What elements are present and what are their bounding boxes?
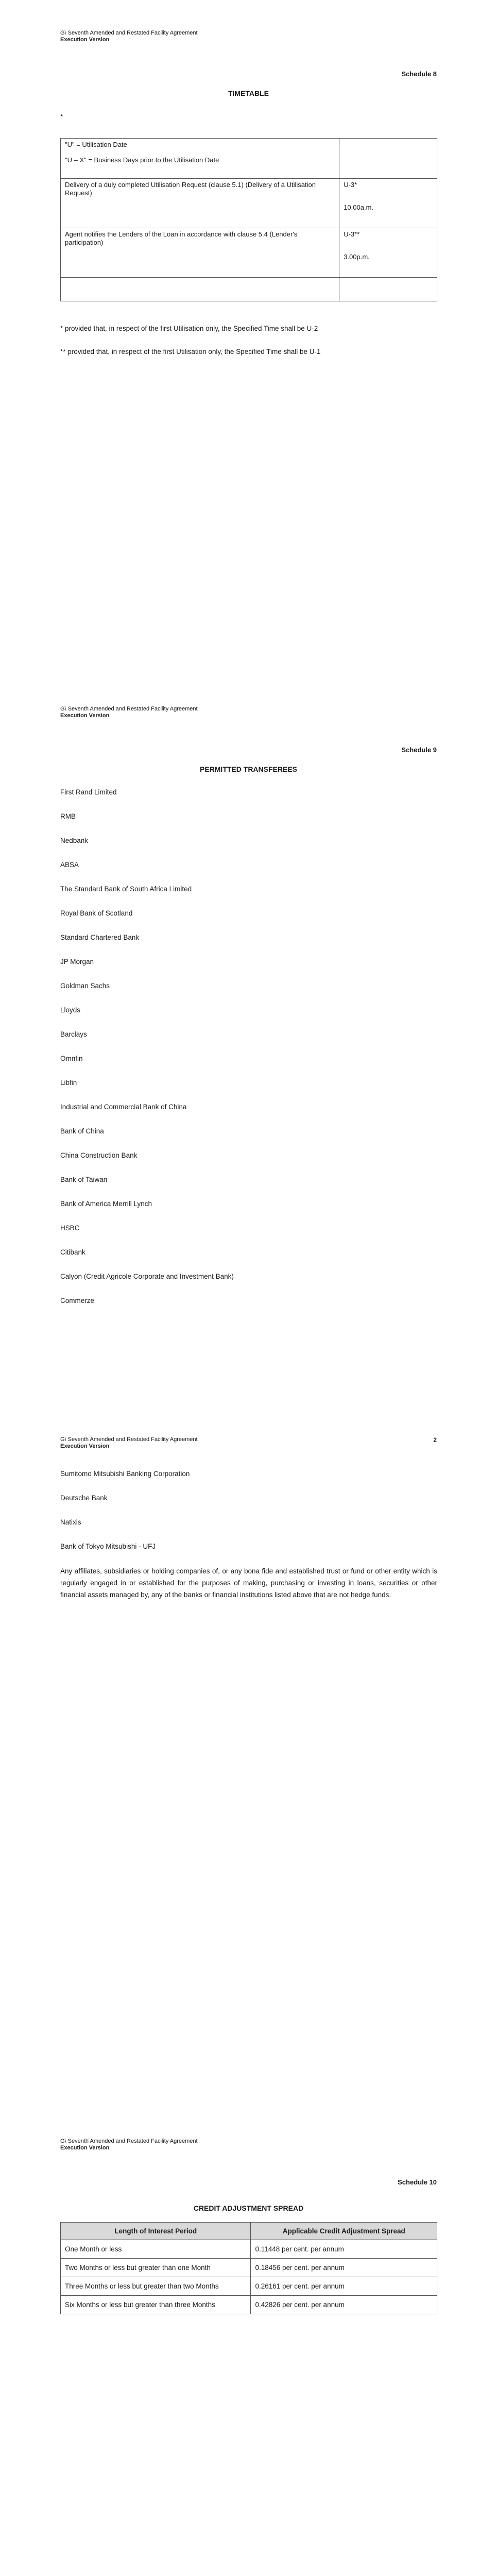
list-item: Royal Bank of Scotland (60, 909, 133, 917)
asterisk-marker: * (60, 112, 63, 121)
header-title: G\ Seventh Amended and Restated Facility Agreement (60, 1436, 198, 1443)
table-row (61, 228, 437, 278)
period-cell: Six Months or less but greater than three Months (61, 2296, 251, 2314)
footnote-1: * provided that, in respect of the first Utilisation only, the Specified Time shall be U-2 (60, 325, 318, 332)
header-version: Execution Version (60, 2145, 110, 2151)
list-item: ABSA (60, 861, 79, 869)
table-row (61, 2277, 437, 2296)
cell-text: U-3** (344, 230, 360, 238)
list-item: Industrial and Commercial Bank of China (60, 1103, 187, 1111)
list-item: Barclays (60, 1030, 87, 1038)
column-header: Applicable Credit Adjustment Spread (251, 2223, 437, 2240)
list-item: Goldman Sachs (60, 982, 110, 990)
schedule-label: Schedule 9 (401, 746, 437, 754)
spread-cell: 0.42826 per cent. per annum (251, 2296, 437, 2314)
table-row (61, 179, 437, 228)
list-item: Natixis (60, 1518, 81, 1526)
table-row (61, 2259, 437, 2277)
page-number: 2 (433, 1436, 437, 1444)
footnote-2: ** provided that, in respect of the first Utilisation only, the Specified Time shall be U-1 (60, 348, 321, 355)
header-title: G\ Seventh Amended and Restated Facility Agreement (60, 2138, 198, 2144)
table-header-row (61, 2223, 437, 2240)
header-title: G\ Seventh Amended and Restated Facility Agreement (60, 30, 198, 36)
list-item: Sumitomo Mitsubishi Banking Corporation (60, 1470, 190, 1478)
list-item: Calyon (Credit Agricole Corporate and Investment Bank) (60, 1273, 234, 1280)
table-row (61, 139, 437, 179)
spread-cell: 0.11448 per cent. per annum (251, 2240, 437, 2259)
header-title: G\ Seventh Amended and Restated Facility Agreement (60, 706, 198, 712)
cell-text: 10.00a.m. (344, 204, 374, 211)
schedule-label: Schedule 8 (401, 70, 437, 78)
cell-text: Agent notifies the Lenders of the Loan in accordance with clause 5.4 (Lender's participation) (65, 230, 298, 246)
credit-adjustment-spread-table (60, 2222, 437, 2314)
running-header (60, 706, 198, 719)
list-item: RMB (60, 812, 76, 820)
list-item: Deutsche Bank (60, 1494, 108, 1502)
cell-text: U-3* (344, 181, 357, 189)
list-item: Lloyds (60, 1006, 81, 1014)
spread-cell: 0.26161 per cent. per annum (251, 2277, 437, 2296)
header-version: Execution Version (60, 37, 110, 43)
running-header (60, 1436, 198, 1450)
list-item: Bank of China (60, 1127, 104, 1135)
period-cell: Three Months or less but greater than two Months (61, 2277, 251, 2296)
list-item: Standard Chartered Bank (60, 934, 140, 941)
running-header (60, 2138, 198, 2151)
list-item: JP Morgan (60, 958, 94, 965)
section-title: PERMITTED TRANSFEREES (199, 765, 297, 773)
list-item: Bank of Taiwan (60, 1176, 108, 1183)
list-item: Citibank (60, 1248, 85, 1256)
schedule-label: Schedule 10 (398, 2178, 437, 2186)
list-item: China Construction Bank (60, 1151, 138, 1159)
list-item: Nedbank (60, 837, 89, 844)
spread-cell: 0.18456 per cent. per annum (251, 2259, 437, 2277)
timetable-table (60, 138, 437, 301)
section-title: TIMETABLE (228, 89, 269, 97)
list-item: The Standard Bank of South Africa Limited (60, 885, 192, 893)
header-version: Execution Version (60, 1443, 110, 1449)
list-item: Omnfin (60, 1055, 83, 1062)
list-item: Bank of Tokyo Mitsubishi - UFJ (60, 1543, 156, 1550)
section-title: CREDIT ADJUSTMENT SPREAD (193, 2204, 304, 2212)
table-row (61, 278, 437, 301)
table-row (61, 2296, 437, 2314)
list-item: Libfin (60, 1079, 77, 1087)
cell-text: 3.00p.m. (344, 253, 370, 261)
cell-text: "U – X" = Business Days prior to the Utilisation Date (65, 156, 219, 164)
table-row (61, 2240, 437, 2259)
cell-text: Delivery of a duly completed Utilisation Request (clause 5.1) (Delivery of a Utilisation Request) (65, 181, 316, 197)
list-item: First Rand Limited (60, 788, 117, 796)
affiliates-paragraph: Any affiliates, subsidiaries or holding companies of, or any bona fide and established trust or fund or other entity which is regularly engaged in or established for the purposes of making, purchasing or investing in loans, securities or other financial assets managed by, any of the banks or financial institutions listed above that are not hedge funds. (60, 1567, 437, 1599)
period-cell: One Month or less (61, 2240, 251, 2259)
list-item: HSBC (60, 1224, 80, 1232)
running-header (60, 30, 198, 43)
cell-text: "U" = Utilisation Date (65, 141, 127, 148)
header-version: Execution Version (60, 713, 110, 719)
period-cell: Two Months or less but greater than one Month (61, 2259, 251, 2277)
list-item: Bank of America Merrill Lynch (60, 1200, 152, 1208)
list-item: Commerze (60, 1297, 95, 1304)
column-header: Length of Interest Period (61, 2223, 251, 2240)
